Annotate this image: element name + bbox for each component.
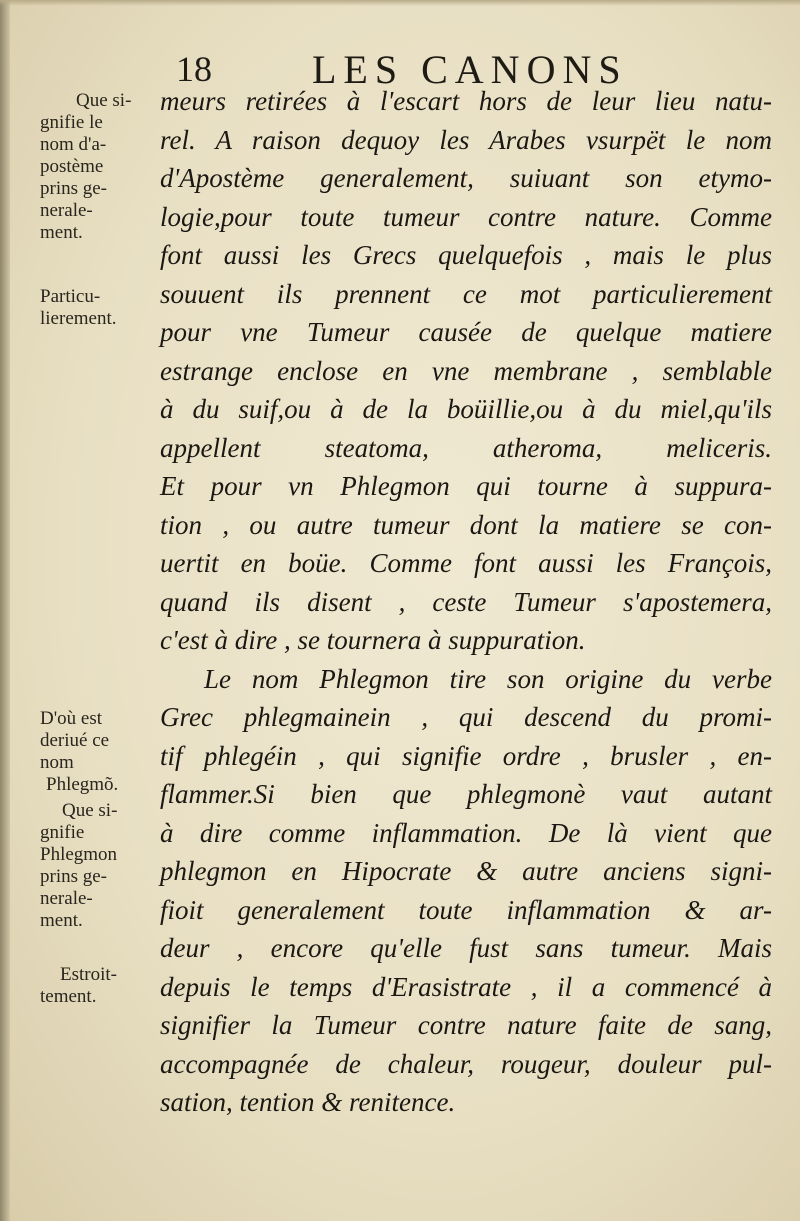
body-line: à dire comme inflammation. De là vient que (160, 817, 772, 848)
page-number: 18 (176, 49, 212, 89)
body-line: c'est à dire , se tournera à suppuration. (160, 625, 586, 655)
marginal-note-line: ment. (40, 222, 83, 243)
body-line: accompagnée de chaleur, rougeur, douleur pul- (160, 1048, 772, 1079)
marginal-note-line: lierement. (40, 308, 117, 329)
body-line: deur , encore qu'elle fust sans tumeur. Mais (160, 933, 772, 963)
marginal-note-line: nerale- (40, 200, 93, 221)
marginal-note-line: Que si- (76, 90, 132, 111)
body-line: depuis le temps d'Erasistrate , il a commencé à (160, 971, 772, 1002)
body-line: estrange enclose en vne membrane , semblable (160, 355, 772, 386)
marginal-note-line: Particu- (40, 286, 101, 307)
page-top-edge (0, 0, 800, 6)
body-line: flammer.Si bien que phlegmonè vaut autant (160, 779, 772, 809)
marginal-note-line: prins ge- (40, 178, 108, 199)
body-text (160, 82, 772, 1122)
marginal-note-line: gnifie le (40, 112, 103, 133)
marginal-note-line: nom d'a- (40, 134, 107, 155)
marginal-note-line: nerale- (40, 888, 93, 909)
marginal-note-line: Phlegmon (40, 844, 118, 865)
marginal-note-line: Que si- (62, 800, 118, 821)
marginal-note-line: postème (40, 156, 104, 177)
marginal-note-1 (40, 90, 158, 244)
body-line: logie,pour toute tumeur contre nature. Comme (160, 201, 772, 232)
body-line: fioit generalement toute inflammation & ar- (160, 894, 772, 925)
body-line: d'Apostème generalement, suiuant son etymo- (160, 163, 772, 193)
page-spine-shadow (0, 0, 10, 1221)
marginal-note-line: ment. (40, 910, 83, 931)
marginal-note-line: gnifie (40, 822, 85, 843)
body-line: Et pour vn Phlegmon qui tourne à suppura- (160, 471, 772, 501)
marginal-note-line: D'où est (40, 708, 103, 729)
body-line: rel. A raison dequoy les Arabes vsurpët le nom (160, 124, 772, 155)
body-line: Grec phlegmainein , qui descend du promi- (160, 702, 772, 732)
body-line: tif phlegéin , qui signifie ordre , brusler , en- (160, 740, 772, 771)
marginal-note-4 (40, 800, 158, 932)
body-line: quand ils disent , ceste Tumeur s'apostemera, (160, 586, 772, 617)
marginal-note-line: tement. (40, 986, 97, 1007)
marginal-note-3 (40, 708, 158, 796)
body-line: pour vne Tumeur causée de quelque matiere (160, 317, 772, 347)
marginal-note-5 (40, 964, 158, 1008)
marginal-note-line: deriué ce (40, 730, 110, 751)
body-line: souuent ils prennent ce mot particulierement (160, 278, 772, 309)
body-line: sation, tention & renitence. (160, 1087, 456, 1117)
body-line: appellent steatoma, atheroma, meliceris. (160, 432, 772, 463)
marginal-note-line: Phlegmõ. (46, 774, 119, 795)
body-line: meurs retirées à l'escart hors de leur lieu natu- (160, 86, 772, 116)
body-line: font aussi les Grecs quelquefois , mais le plus (160, 240, 772, 270)
body-line: phlegmon en Hipocrate & autre anciens signi- (160, 856, 772, 886)
marginal-note-2 (40, 286, 158, 330)
body-line: à du suif,ou à de la boüillie,ou à du miel,qu'ils (160, 394, 772, 424)
running-title: LES CANONS (312, 47, 628, 92)
body-line: uertit en boüe. Comme font aussi les François, (160, 548, 772, 578)
marginal-note-line: nom (40, 752, 74, 773)
body-line: Le nom Phlegmon tire son origine du verbe (204, 663, 772, 694)
body-line: signifier la Tumeur contre nature faite de sang, (160, 1010, 772, 1040)
body-line: tion , ou autre tumeur dont la matiere se con- (160, 509, 772, 540)
marginal-note-line: prins ge- (40, 866, 108, 887)
marginal-note-line: Estroit- (60, 964, 117, 985)
